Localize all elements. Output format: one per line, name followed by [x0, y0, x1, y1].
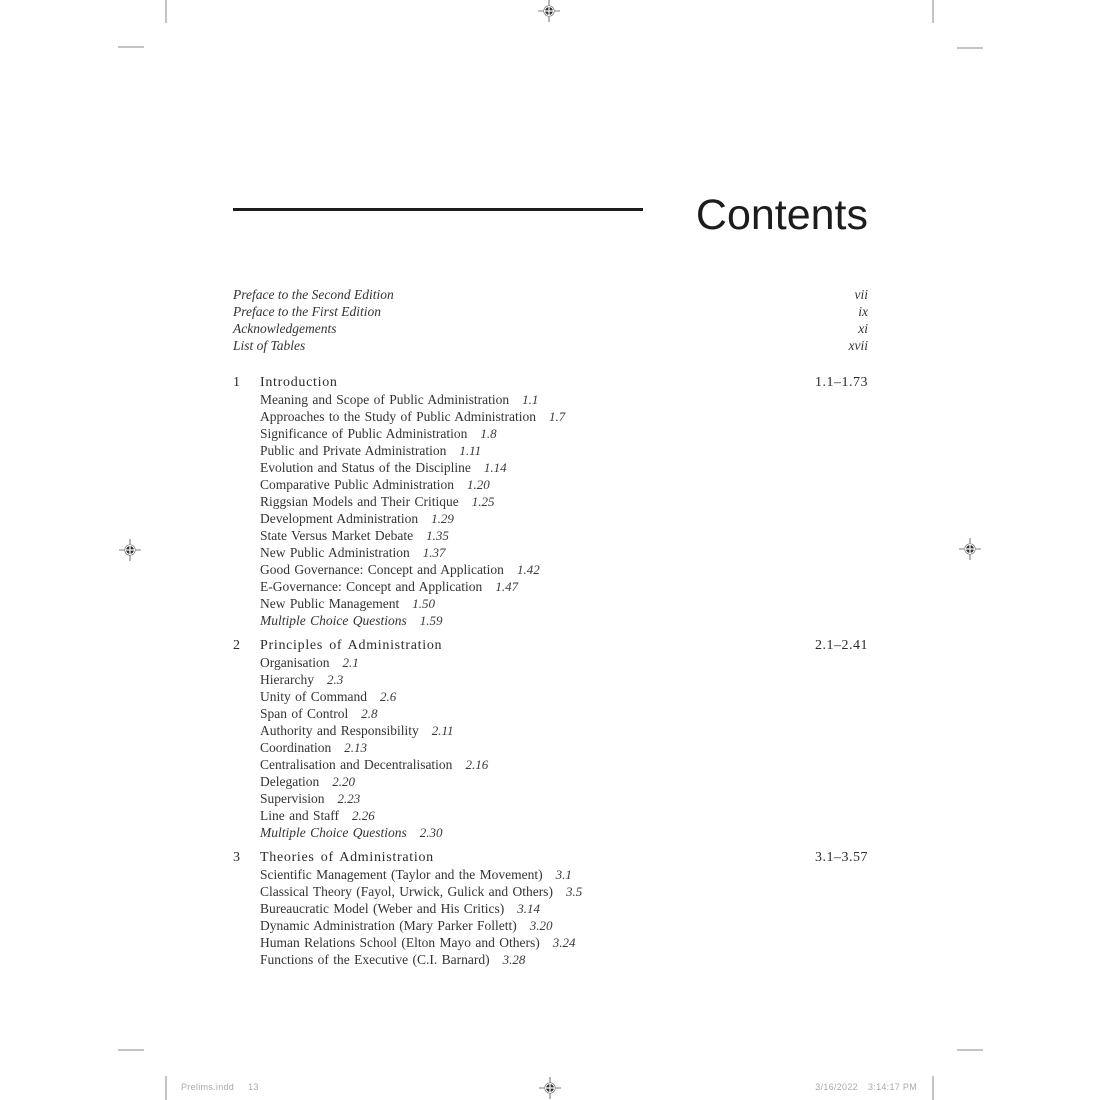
section-label: Multiple Choice Questions — [260, 613, 407, 628]
section-row — [260, 756, 868, 773]
section-page: 3.28 — [502, 952, 526, 967]
front-matter-row — [233, 320, 868, 337]
section-label: Human Relations School (Elton Mayo and Others) — [260, 935, 540, 950]
section-row — [260, 705, 868, 722]
section-page: 1.20 — [466, 477, 490, 492]
section-row — [260, 561, 868, 578]
section-row — [260, 739, 868, 756]
section-row — [260, 883, 868, 900]
section-page: 3.5 — [565, 884, 583, 899]
section-row — [260, 408, 868, 425]
chapter-heading — [233, 849, 868, 866]
section-label: Functions of the Executive (C.I. Barnard) — [260, 952, 490, 967]
section-label: Coordination — [260, 740, 332, 755]
section-label: Span of Control — [260, 706, 349, 721]
chapter-title: Principles of Administration — [260, 638, 443, 653]
section-page: 1.11 — [459, 443, 482, 458]
chapter-sections — [233, 654, 868, 841]
registration-mark-icon — [959, 538, 981, 560]
section-row — [260, 612, 868, 629]
registration-mark-icon — [119, 539, 141, 561]
section-page: 1.50 — [412, 596, 435, 611]
section-page: 2.1 — [342, 655, 359, 670]
chapter-page-range: 3.1–3.57 — [815, 850, 868, 865]
registration-mark-right — [959, 538, 981, 560]
front-matter-row — [233, 303, 868, 320]
section-page: 2.26 — [351, 808, 375, 823]
section-label: Bureaucratic Model (Weber and His Critics) — [260, 901, 505, 916]
section-row — [260, 934, 868, 951]
section-page: 2.20 — [332, 774, 355, 789]
section-page: 1.1 — [522, 392, 539, 407]
section-label: State Versus Market Debate — [260, 528, 414, 543]
section-page: 2.16 — [465, 757, 489, 772]
section-label: New Public Administration — [260, 545, 410, 560]
section-page: 1.7 — [548, 409, 566, 424]
section-page: 3.14 — [517, 901, 540, 916]
section-label: Centralisation and Decentralisation — [260, 757, 453, 772]
section-page: 2.8 — [361, 706, 378, 721]
header-rule — [233, 208, 643, 211]
section-label: Approaches to the Study of Public Administration — [260, 409, 536, 424]
section-label: Comparative Public Administration — [260, 477, 454, 492]
front-matter-list — [233, 286, 868, 354]
section-label: Dynamic Administration (Mary Parker Follett) — [260, 918, 517, 933]
section-label: Development Administration — [260, 511, 419, 526]
footer-page-number: 13 — [248, 1082, 259, 1092]
crop-mark-top-right-vertical — [932, 0, 934, 23]
crop-mark-bottom-right-horizontal — [957, 1049, 983, 1051]
front-matter-label: Preface to the First Edition — [233, 304, 381, 319]
chapter-block — [233, 849, 868, 968]
chapter-heading — [233, 637, 868, 654]
section-label: Supervision — [260, 791, 325, 806]
section-page: 1.59 — [419, 613, 443, 628]
section-label: Good Governance: Concept and Application — [260, 562, 504, 577]
section-label: Meaning and Scope of Public Administration — [260, 392, 510, 407]
section-label: Delegation — [260, 774, 320, 789]
section-page: 1.25 — [471, 494, 495, 509]
section-page: 1.35 — [426, 528, 449, 543]
section-page: 2.11 — [431, 723, 454, 738]
chapter-sections — [233, 866, 868, 968]
section-row — [260, 578, 868, 595]
chapter-block — [233, 637, 868, 841]
section-row — [260, 459, 868, 476]
section-row — [260, 493, 868, 510]
section-row — [260, 510, 868, 527]
chapter-block — [233, 374, 868, 629]
section-row — [260, 951, 868, 968]
section-row — [260, 671, 868, 688]
section-row — [260, 773, 868, 790]
section-label: New Public Management — [260, 596, 400, 611]
section-page: 1.14 — [483, 460, 507, 475]
section-row — [260, 722, 868, 739]
front-matter-row — [233, 286, 868, 303]
section-label: Public and Private Administration — [260, 443, 447, 458]
section-page: 1.29 — [431, 511, 454, 526]
page-title: Contents — [695, 191, 868, 239]
section-label: Riggsian Models and Their Critique — [260, 494, 459, 509]
chapter-number: 2 — [233, 638, 241, 653]
footer-date: 3/16/2022 — [815, 1082, 858, 1092]
chapter-heading — [233, 374, 868, 391]
crop-mark-top-left-horizontal — [118, 46, 144, 48]
section-row — [260, 654, 868, 671]
section-page: 3.24 — [552, 935, 576, 950]
crop-mark-bottom-right-vertical — [932, 1076, 934, 1100]
front-matter-page: ix — [858, 304, 868, 319]
section-page: 2.30 — [419, 825, 443, 840]
section-row — [260, 790, 868, 807]
toc-header — [233, 190, 868, 240]
section-label: Organisation — [260, 655, 330, 670]
chapter-title: Introduction — [260, 375, 338, 390]
section-label: Multiple Choice Questions — [260, 825, 407, 840]
front-matter-page: vii — [854, 287, 868, 302]
chapter-page-range: 2.1–2.41 — [815, 638, 868, 653]
registration-mark-left — [119, 539, 141, 561]
front-matter-label: List of Tables — [233, 338, 306, 353]
chapter-page-range: 1.1–1.73 — [815, 375, 868, 390]
registration-mark-top — [538, 0, 560, 22]
front-matter-row — [233, 337, 868, 354]
section-page: 2.13 — [344, 740, 367, 755]
crop-mark-bottom-left-horizontal — [118, 1049, 144, 1051]
footer-time: 3:14:17 PM — [867, 1082, 917, 1092]
section-label: Unity of Command — [260, 689, 367, 704]
chapter-number: 3 — [233, 850, 241, 865]
chapter-title: Theories of Administration — [260, 850, 434, 865]
section-row — [260, 476, 868, 493]
section-label: Line and Staff — [260, 808, 339, 823]
section-row — [260, 544, 868, 561]
section-label: Evolution and Status of the Discipline — [260, 460, 471, 475]
section-row — [260, 425, 868, 442]
section-row — [260, 688, 868, 705]
section-page: 1.42 — [516, 562, 540, 577]
registration-mark-icon — [539, 1077, 561, 1099]
section-label: Hierarchy — [260, 672, 314, 687]
section-page: 3.1 — [555, 867, 572, 882]
chapter-list — [233, 354, 868, 968]
section-row — [260, 807, 868, 824]
section-row — [260, 824, 868, 841]
footer-file-info — [181, 1082, 259, 1092]
section-page: 3.20 — [529, 918, 553, 933]
section-row — [260, 866, 868, 883]
footer-timestamp — [815, 1082, 917, 1092]
chapter-sections — [233, 391, 868, 629]
section-row — [260, 391, 868, 408]
section-row — [260, 900, 868, 917]
section-page: 2.3 — [326, 672, 344, 687]
registration-mark-icon — [538, 0, 560, 22]
crop-mark-top-right-horizontal — [957, 47, 983, 49]
section-page: 2.6 — [380, 689, 397, 704]
front-matter-page: xvii — [848, 338, 868, 353]
section-label: Authority and Responsibility — [260, 723, 419, 738]
front-matter-page: xi — [858, 321, 868, 336]
chapter-number: 1 — [233, 375, 241, 390]
section-page: 1.47 — [495, 579, 519, 594]
section-label: Classical Theory (Fayol, Urwick, Gulick and Others) — [260, 884, 553, 899]
section-row — [260, 527, 868, 544]
section-row — [260, 595, 868, 612]
toc-content — [233, 190, 868, 968]
front-matter-label: Acknowledgements — [233, 321, 337, 336]
section-label: E-Governance: Concept and Application — [260, 579, 483, 594]
front-matter-label: Preface to the Second Edition — [233, 287, 394, 302]
section-row — [260, 917, 868, 934]
section-row — [260, 442, 868, 459]
section-label: Scientific Management (Taylor and the Movement) — [260, 867, 543, 882]
section-label: Significance of Public Administration — [260, 426, 468, 441]
registration-mark-bottom — [539, 1077, 561, 1099]
crop-mark-top-left-vertical — [165, 0, 167, 23]
section-page: 2.23 — [337, 791, 361, 806]
footer-file-name: Prelims.indd — [181, 1082, 235, 1092]
section-page: 1.37 — [422, 545, 446, 560]
section-page: 1.8 — [480, 426, 497, 441]
crop-mark-bottom-left-vertical — [165, 1076, 167, 1100]
